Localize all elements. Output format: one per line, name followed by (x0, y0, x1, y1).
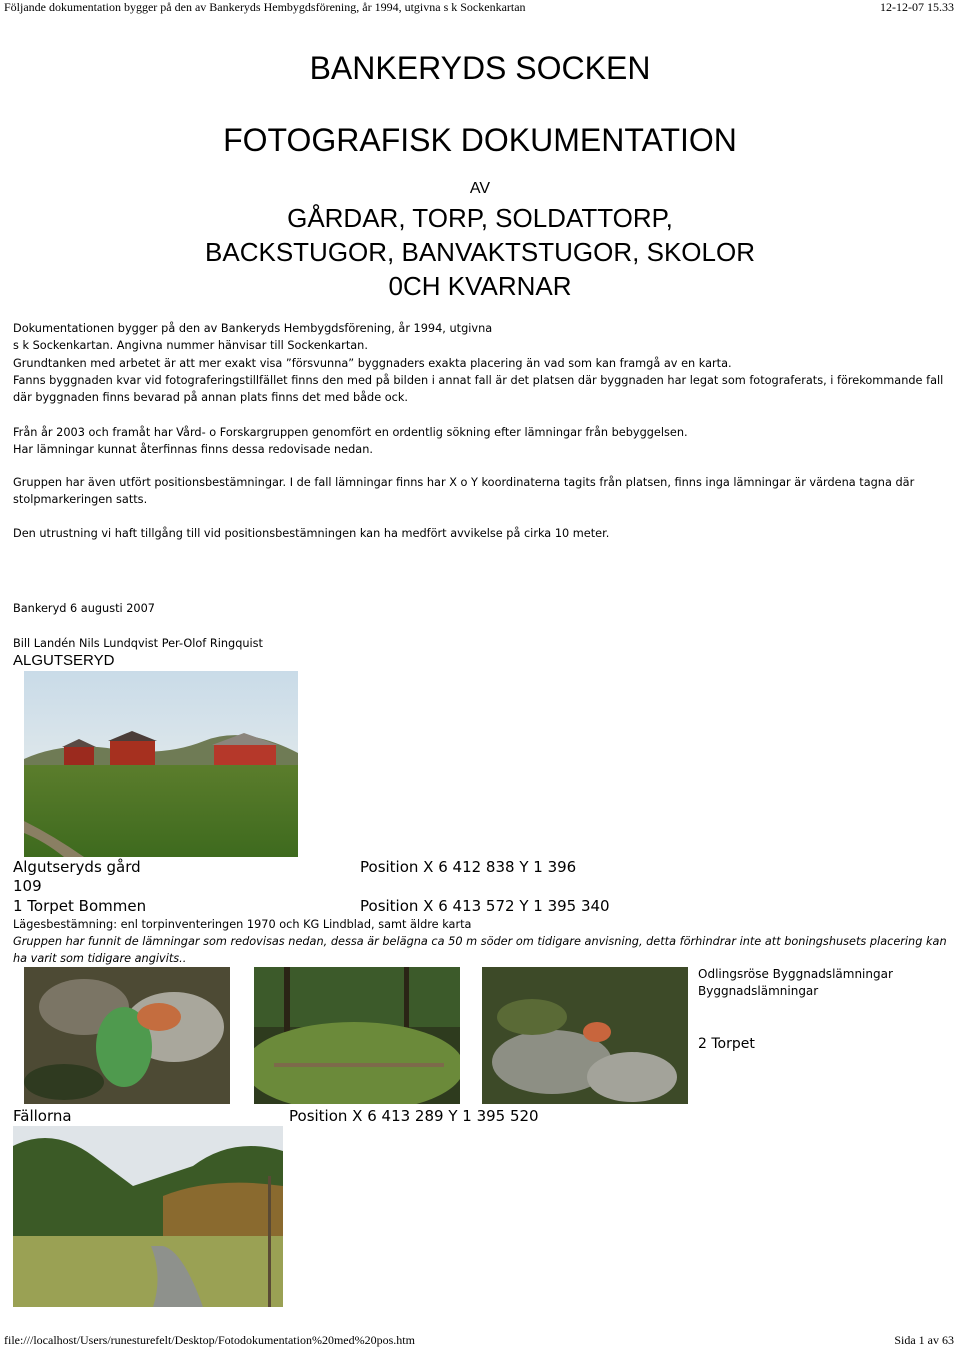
entry-bommen-name: 1 Torpet Bommen (13, 897, 147, 915)
entry-bommen-position: Position X 6 413 572 Y 1 395 340 (360, 897, 610, 915)
photo-caption-1: Odlingsröse Byggnadslämningar (698, 967, 893, 981)
title-line-2: BACKSTUGOR, BANVAKTSTUGOR, SKOLOR (205, 237, 755, 267)
farm-photo (24, 671, 298, 857)
title-documentation: FOTOGRAFISK DOKUMENTATION (223, 122, 737, 158)
intro-accuracy: Den utrustning vi haft tillgång till vid positionsbestämningen kan ha medfört avvikelse på cirka 10 meter. (13, 527, 610, 540)
title-av: AV (469, 180, 491, 197)
entry-farm-name: Algutseryds gård (13, 858, 141, 876)
header-timestamp: 12-12-07 15.33 (880, 0, 954, 14)
intro-positioning: Gruppen har även utfört positionsbestämningar. I de fall lämningar finns har X o Y koordinaterna tagits från platsen, finns inga lämningar är värdena tagna där stolpmarkeringen satts. (13, 476, 915, 506)
section-title: ALGUTSERYD (13, 652, 115, 669)
intro-method: Fanns byggnaden kvar vid fotograferingstillfället finns den med på bilden i annat fall är det platsen där byggnaden har legat som fotograferats, i förekommande fall där byggnaden finns bevarad på annan plats finns det med både ock. (13, 374, 944, 404)
intro-remains: Har lämningar kunnat återfinnas finns dessa redovisade nedan. (13, 443, 373, 456)
intro-line-2: s k Sockenkartan. Angivna nummer hänvisar till Sockenkartan. (13, 339, 368, 352)
entry-farm-position: Position X 6 412 838 Y 1 396 (360, 858, 577, 876)
road-photo (13, 1126, 283, 1307)
title-line-1: GÅRDAR, TORP, SOLDATTORP, (287, 203, 673, 233)
title-parish: BANKERYDS SOCKEN (309, 50, 651, 86)
entry-farm-position-cont: 109 (13, 877, 42, 895)
photo-caption-2: Byggnadslämningar (698, 984, 819, 998)
footer-url[interactable]: file:///localhost/Users/runesturefelt/Desktop/Fotodokumentation%20med%20pos.htm (4, 1333, 415, 1347)
entry-fallorna-name: Fällorna (13, 1107, 72, 1125)
stone-remains-photo-1 (24, 967, 230, 1104)
entry-bommen-note: Gruppen har funnit de lämningar som redovisas nedan, dessa är belägna ca 50 m söder om tidigare anvisning, detta förhindrar inte att boningshusets placering kan ha varit som tidigare angivits.. (13, 935, 947, 965)
intro-line-1: Dokumentationen bygger på den av Bankeryds Hembygdsförening, år 1994, utgivna (13, 322, 493, 335)
intro-search: Från år 2003 och framåt har Vård- o Forskargruppen genomfört en ordentlig sökning efter lämningar från bebyggelsen. (13, 426, 688, 439)
entry-torpet-title: 2 Torpet (698, 1036, 755, 1052)
document-authors: Bill Landén Nils Lundqvist Per-Olof Ringquist (13, 637, 263, 650)
title-line-3: 0CH KVARNAR (388, 271, 572, 301)
footer-page-number: Sida 1 av 63 (894, 1333, 954, 1347)
stone-remains-photo-2 (482, 967, 688, 1104)
entry-fallorna-position: Position X 6 413 289 Y 1 395 520 (289, 1107, 539, 1125)
forest-site-photo (254, 967, 460, 1104)
document-date: Bankeryd 6 augusti 2007 (13, 602, 155, 615)
header-title: Följande dokumentation bygger på den av Bankeryds Hembygdsförening, år 1994, utgivna s k Sockenkartan (4, 0, 526, 14)
entry-bommen-location: Lägesbestämning: enl torpinventeringen 1970 och KG Lindblad, samt äldre karta (13, 918, 472, 931)
intro-purpose: Grundtanken med arbetet är att mer exakt visa ”försvunna” byggnaders exakta placering än vad som kan framgå av en karta. (13, 357, 732, 370)
